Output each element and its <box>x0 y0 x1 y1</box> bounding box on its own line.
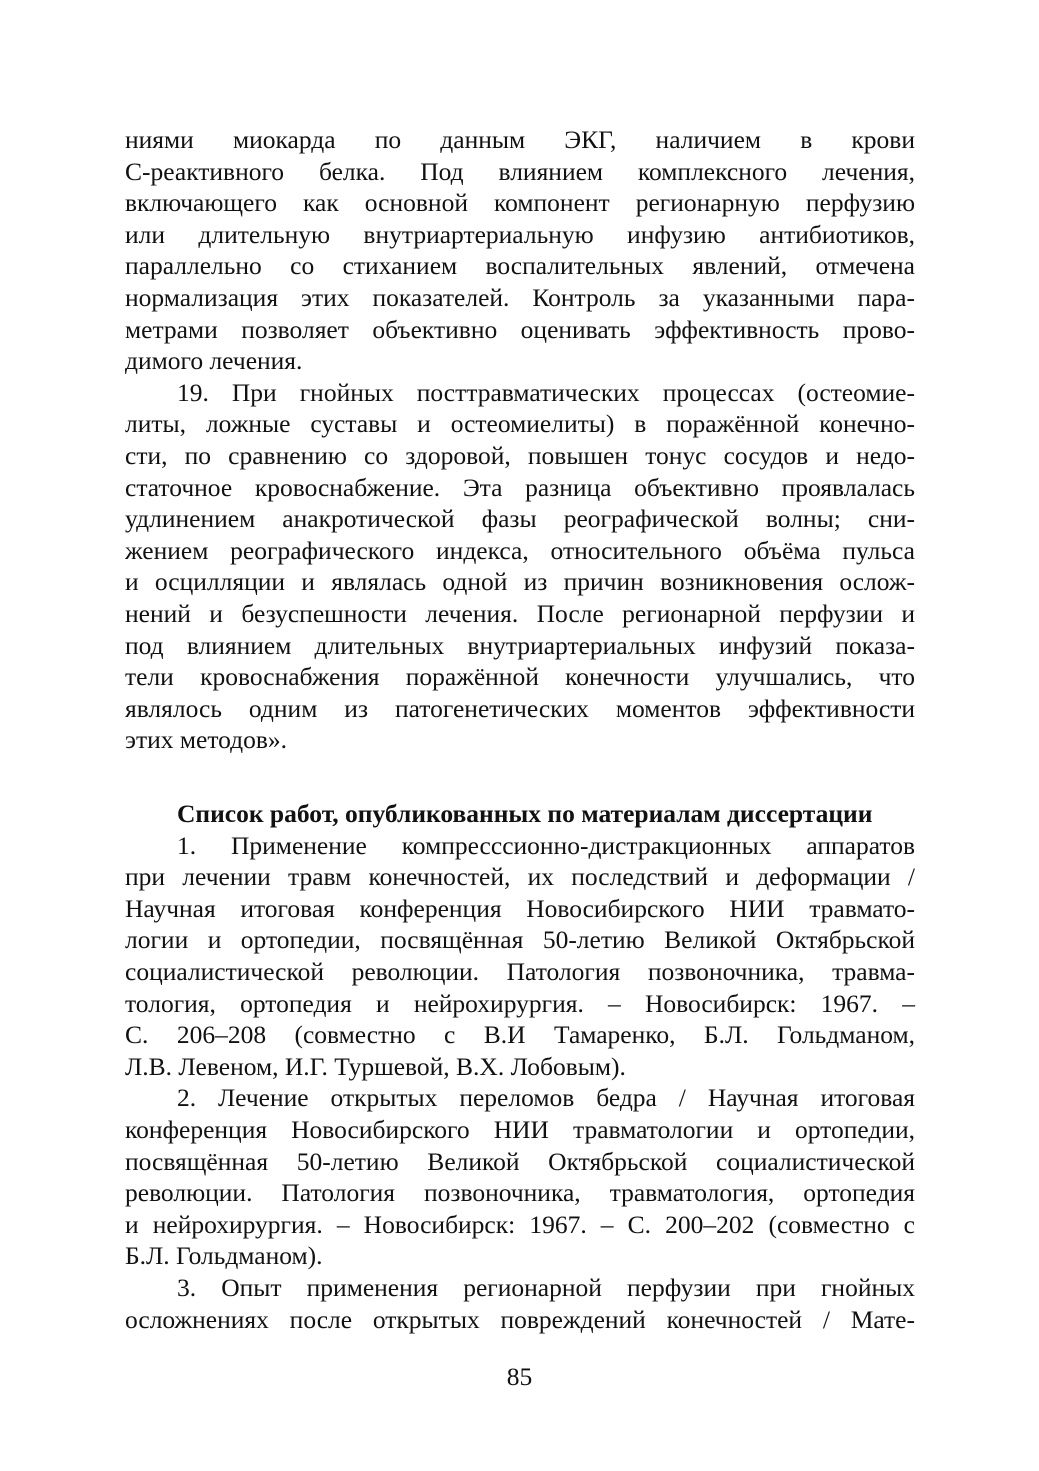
reference-line: Научная итоговая конференция Новосибирского НИИ травмато- <box>125 893 915 923</box>
reference-line: и нейрохирургия. – Новосибирск: 1967. – С. 200–202 (совместно с <box>125 1209 915 1239</box>
text-line: или длительную внутриартериальную инфузию антибиотиков, <box>125 219 915 249</box>
text-line: жением реографического индекса, относительного объёма пульса <box>125 535 915 565</box>
reference-line: 2. Лечение открытых переломов бедра / Научная итоговая <box>177 1083 915 1113</box>
reference-line: посвящённая 50-летию Великой Октябрьской социалистической <box>125 1146 915 1176</box>
text-line: этих методов». <box>125 725 288 755</box>
body-text <box>125 124 915 756</box>
text-line: ниями миокарда по данным ЭКГ, наличием в крови <box>125 125 915 154</box>
page-number: 85 <box>506 1362 533 1391</box>
text-line: сти, по сравнению со здоровой, повышен тонус сосудов и недо- <box>125 440 915 470</box>
reference-line: Л.В. Левеном, И.Г. Туршевой, В.Х. Лобовым). <box>125 1051 626 1081</box>
text-line: включающего как основной компонент регионарную перфузию <box>125 188 915 218</box>
text-line: нений и безуспешности лечения. После регионарной перфузии и <box>125 598 915 628</box>
reference-line: Б.Л. Гольдманом). <box>125 1241 323 1271</box>
text-line: метрами позволяет объективно оценивать эффективность прово- <box>125 314 915 344</box>
text-line: удлинением анакротической фазы реографической волны; сни- <box>125 504 915 534</box>
text-line: тели кровоснабжения поражённой конечности улучшались, что <box>125 662 915 692</box>
reference-line: логии и ортопедии, посвящённая 50-летию Великой Октябрьской <box>125 925 915 955</box>
reference-line: 3. Опыт применения регионарной перфузии при гнойных <box>177 1272 915 1302</box>
text-line: являлось одним из патогенетических моментов эффективности <box>125 693 915 723</box>
reference-line: тология, ортопедия и нейрохирургия. – Новосибирск: 1967. – <box>125 988 915 1018</box>
text-line: С-реактивного белка. Под влиянием комплексного лечения, <box>125 156 915 186</box>
reference-line: 1. Применение компресссионно-дистракционных аппаратов <box>177 830 915 860</box>
references-section <box>125 798 915 1335</box>
reference-line: революции. Патология позвоночника, травматология, ортопедия <box>125 1178 915 1208</box>
text-line: литы, ложные суставы и остеомиелиты) в поражённой конечно- <box>125 409 915 439</box>
text-line: нормализация этих показателей. Контроль за указанными пара- <box>125 282 915 312</box>
reference-line: конференция Новосибирского НИИ травматологии и ортопедии, <box>125 1114 915 1144</box>
reference-line: социалистической революции. Патология позвоночника, травма- <box>125 956 915 986</box>
reference-line: при лечении травм конечностей, их последствий и деформации / <box>125 862 915 892</box>
text-line: 19. При гнойных посттравматических процессах (остеомие- <box>177 377 915 407</box>
text-line: димого лечения. <box>125 346 303 376</box>
text-line: параллельно со стиханием воспалительных явлений, отмечена <box>125 251 915 281</box>
text-line: статочное кровоснабжение. Эта разница объективно проявлалась <box>125 472 915 502</box>
text-line: и осцилляции и являлась одной из причин возникновения ослож- <box>125 567 915 597</box>
reference-line: осложнениях после открытых повреждений конечностей / Мате- <box>125 1304 915 1334</box>
text-line: под влиянием длительных внутриартериальных инфузий показа- <box>125 630 915 660</box>
section-heading: Список работ, опубликованных по материалам диссертации <box>177 799 873 828</box>
reference-line: С. 206–208 (совместно с В.И Тамаренко, Б.Л. Гольдманом, <box>125 1020 915 1050</box>
